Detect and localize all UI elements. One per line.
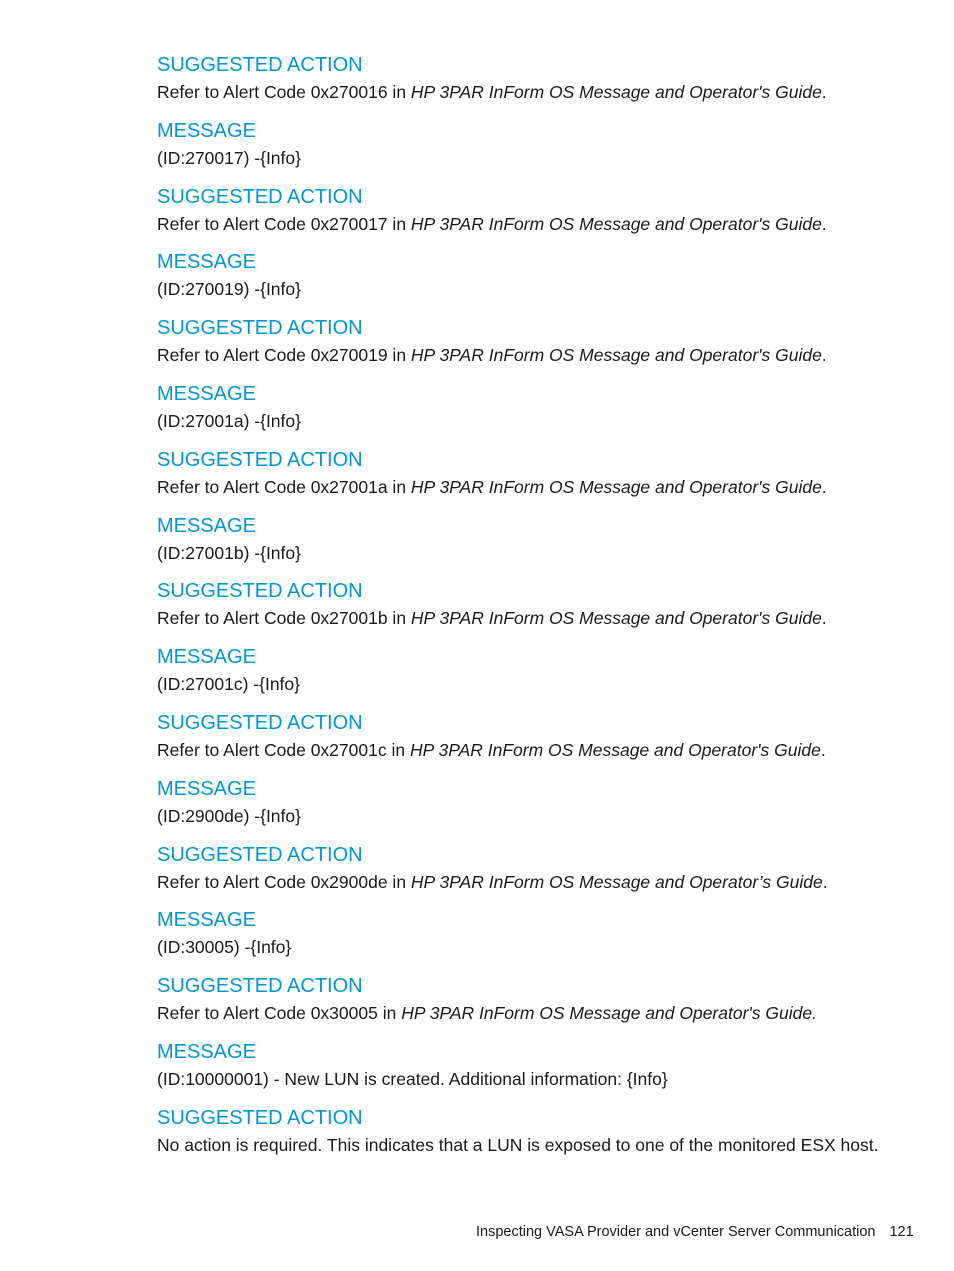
page-number: 121 [889,1224,914,1240]
text-run: (ID:27001a) -{Info} [157,410,301,431]
text-run: (ID:30005) -{Info} [157,937,292,958]
text-run: Refer to Alert Code 0x27001c in [157,739,410,760]
text-run: Refer to Alert Code 0x30005 in [157,1003,402,1024]
text-run: . [822,871,828,892]
entry-text [157,277,917,301]
entry [157,1039,917,1105]
page-footer [476,1222,914,1242]
guide-title: HP 3PAR InForm OS Message and Operator's Guide [410,82,822,102]
guide-title: HP 3PAR InForm OS Message and Operator's Guide [410,345,822,366]
text-run: (ID:270019) -{Info} [157,279,301,300]
entry-text [157,475,917,499]
entry [157,907,917,973]
text-run: (ID:27001c) -{Info} [157,674,300,695]
entry [157,776,917,842]
text-run: Refer to Alert Code 0x270017 in [157,213,411,234]
text-run: No action is required. This indicates that a LUN is exposed to one of the monitored ESX host. [157,1134,879,1155]
section-heading: SUGGESTED ACTION [157,317,363,340]
entry-text [157,212,917,236]
entry [157,52,917,118]
entry [157,1105,917,1171]
guide-title: HP 3PAR InForm OS Message and Operator’s Guide [410,871,823,892]
entry-text [157,738,917,762]
section-heading: SUGGESTED ACTION [157,54,363,76]
entry-text [157,146,917,170]
entry [157,381,917,447]
text-run: Refer to Alert Code 0x270016 in [157,82,411,102]
entry-text [157,1001,917,1025]
text-run: Refer to Alert Code 0x27001a in [157,476,411,497]
guide-title: HP 3PAR InForm OS Message and Operator's Guide. [401,1003,817,1024]
entry-text [157,80,917,104]
entry [157,842,917,908]
section-heading: MESSAGE [157,514,256,537]
guide-title: HP 3PAR InForm OS Message and Operator's Guide [410,608,822,629]
section-heading: SUGGESTED ACTION [157,580,363,603]
text-run: (ID:2900de) -{Info} [157,805,301,826]
entry-text [157,606,917,630]
section-heading: MESSAGE [157,646,256,669]
entry [157,710,917,776]
entry [157,315,917,381]
guide-title: HP 3PAR InForm OS Message and Operator's Guide [409,739,821,760]
guide-title: HP 3PAR InForm OS Message and Operator's Guide [410,476,822,497]
text-run: Refer to Alert Code 0x270019 in [157,345,411,366]
entry-text [157,541,917,565]
section-heading: SUGGESTED ACTION [157,1106,363,1129]
section-heading: SUGGESTED ACTION [157,975,363,998]
entry-text [157,804,917,828]
entry-list [157,52,917,1171]
section-heading: MESSAGE [157,251,256,274]
text-run: . [821,608,827,629]
entry [157,578,917,644]
entry [157,513,917,579]
entry [157,447,917,513]
guide-title: HP 3PAR InForm OS Message and Operator's Guide [410,213,822,234]
section-heading: SUGGESTED ACTION [157,843,363,866]
entry-text [157,935,917,959]
entry-text [157,1133,917,1157]
text-run: . [821,476,827,497]
entry [157,184,917,250]
text-run: . [821,82,827,102]
entry-text [157,672,917,696]
entry-text [157,409,917,433]
entry [157,973,917,1039]
section-heading: MESSAGE [157,382,256,405]
text-run: (ID:27001b) -{Info} [157,542,301,563]
text-run: . [821,213,827,234]
section-heading: MESSAGE [157,777,256,800]
entry [157,249,917,315]
section-heading: MESSAGE [157,119,256,142]
entry [157,644,917,710]
text-run: (ID:270017) -{Info} [157,147,301,168]
section-heading: SUGGESTED ACTION [157,448,363,471]
text-run: . [820,739,826,760]
footer-title: Inspecting VASA Provider and vCenter Server Communication [476,1224,876,1240]
section-heading: MESSAGE [157,1040,256,1063]
entry-text [157,1067,917,1091]
entry-text [157,870,917,894]
text-run: Refer to Alert Code 0x2900de in [157,871,411,892]
text-run: (ID:10000001) - New LUN is created. Additional information: {Info} [157,1068,668,1089]
text-run: Refer to Alert Code 0x27001b in [157,608,411,629]
section-heading: SUGGESTED ACTION [157,185,363,208]
text-run: . [821,345,827,366]
entry [157,118,917,184]
section-heading: SUGGESTED ACTION [157,711,363,734]
section-heading: MESSAGE [157,909,256,932]
entry-text [157,343,917,367]
